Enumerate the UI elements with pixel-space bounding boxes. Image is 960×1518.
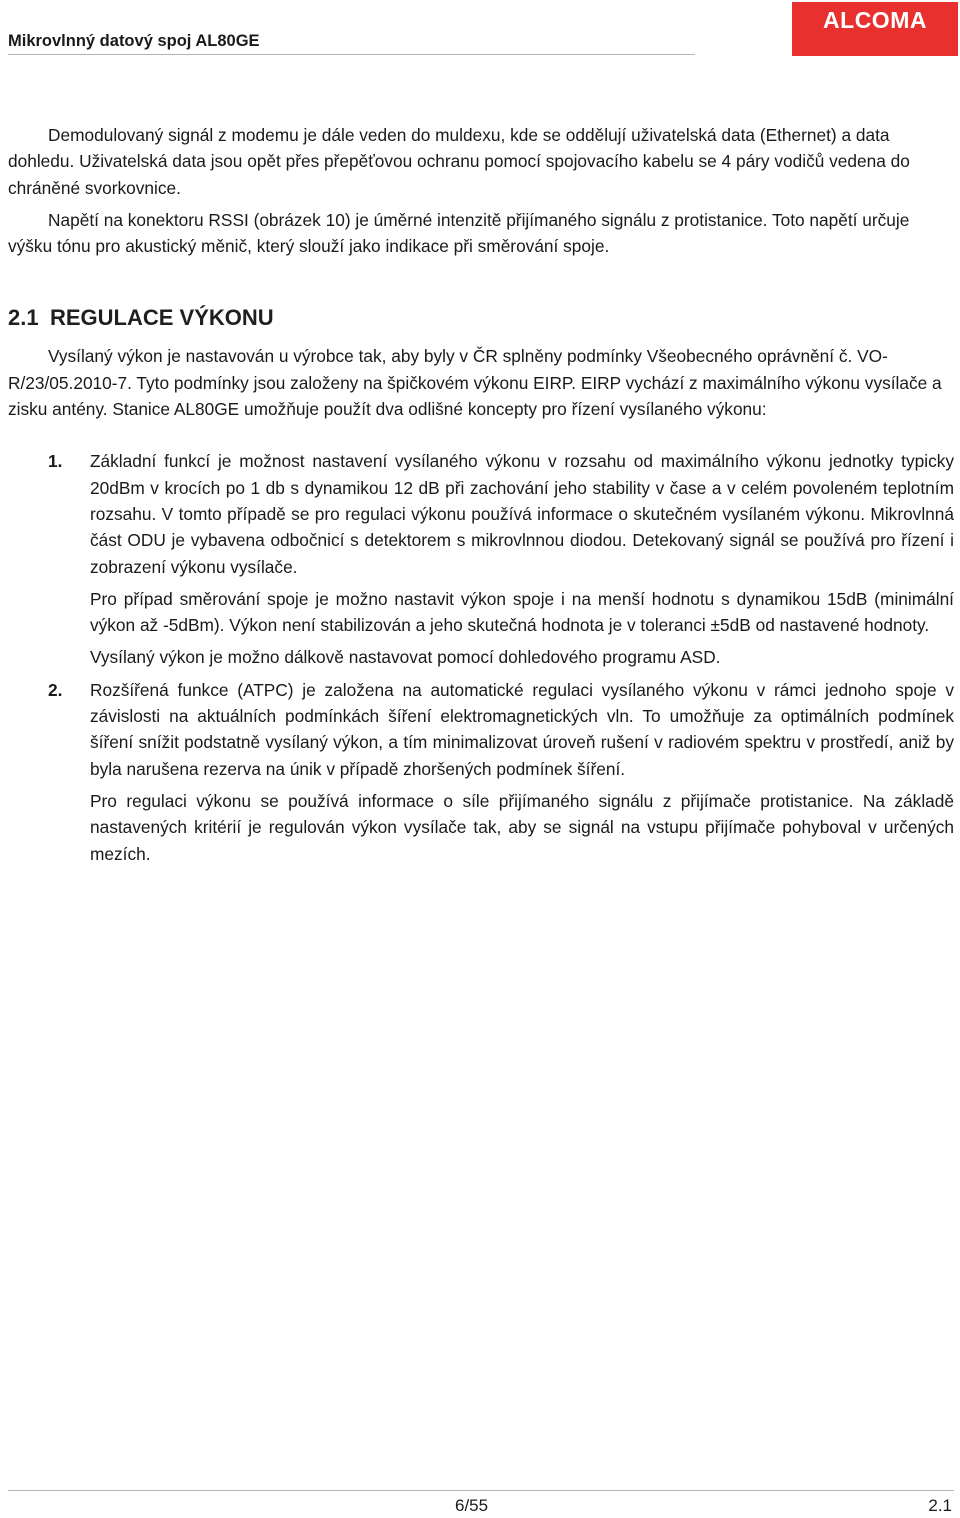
document-title: Mikrovlnný datový spoj AL80GE xyxy=(8,32,260,50)
paragraph-demodulation: Demodulovaný signál z modemu je dále veden do muldexu, kde se oddělují uživatelská data (Ethernet) a data dohledu. Uživatelská data jsou opět přes přepěťovou ochranu pomocí spojovacího kabelu se 4 páry vodičů vedena do chráněné svorkovnice. xyxy=(8,125,910,198)
section-intro: Vysílaný výkon je nastavován u výrobce tak, aby byly v ČR splněny podmínky Všeobecného oprávnění č. VO-R/23/05.2010-7. Tyto podmínky jsou založeny na špičkovém výkonu EIRP. EIRP vychází z maximálního výkonu vysílače a zisku antény. Stanice AL80GE umožňuje použít dva odlišné koncepty pro řízení vysílaného výkonu: xyxy=(8,346,942,420)
section-number: 2.1 xyxy=(8,305,39,331)
alcoma-logo: ALCOMA xyxy=(792,2,958,56)
document-version: 2.1 xyxy=(928,1496,952,1515)
header-divider xyxy=(8,54,695,55)
list-item-paragraph: Rozšířená funkce (ATPC) je založena na automatické regulaci vysílaného výkonu v rámci jednoho spoje v závislosti na aktuálních podmínkách šíření elektromagnetických vln. To umožňuje za optimálních podmínek šíření snížit podstatně vysílaný výkon, a tím minimalizovat úroveň rušení v radiovém spektru v prostředí, aniž by byla narušena rezerva na únik v případě zhoršených podmínek šíření. xyxy=(90,679,954,779)
section-heading xyxy=(8,303,954,333)
list-item xyxy=(8,677,954,867)
list-item-paragraph: Základní funkcí je možnost nastavení vysílaného výkonu v rozsahu od maximálního výkonu jednotky typicky 20dBm v krocích po 1 db s dynamikou 12 dB při zachování jeho stability v čase a v celém povoleném teplotním rozsahu. V tomto případě se pro regulaci výkonu používá informace o skutečném vysílaném výkonu. Mikrovlnná část ODU je vybavena odbočnicí s detektorem s mikrovlnnou diodou. Detekovaný signál se používá pro řízení i zobrazení výkonu vysílače. xyxy=(90,451,954,577)
list-item-paragraph: Vysílaný výkon je možno dálkově nastavovat pomocí dohledového programu ASD. xyxy=(90,647,721,668)
footer-divider xyxy=(8,1490,954,1491)
list-item-number: 2. xyxy=(48,679,63,700)
list-item-number: 1. xyxy=(48,451,63,472)
list-item-paragraph: Pro případ směrování spoje je možno nastavit výkon spoje i na menší hodnotu s dynamikou 15dB (minimální výkon až -5dBm). Výkon není stabilizován a jeho skutečná hodnota je v toleranci ±5dB od nastavené hodnoty. xyxy=(90,588,954,636)
list-item-paragraph: Pro regulaci výkonu se používá informace o síle přijímaného signálu z přijímače protistanice. Na základě nastavených kritérií je regulován výkon vysílače tak, aby se signál na vstupu přijímače pohyboval v určených mezích. xyxy=(90,790,954,864)
list-item xyxy=(8,448,954,670)
section-title: REGULACE VÝKONU xyxy=(50,305,274,331)
page-number: 6/55 xyxy=(455,1496,489,1515)
power-concept-list xyxy=(8,448,954,866)
paragraph-rssi: Napětí na konektoru RSSI (obrázek 10) je úměrné intenzitě přijímaného signálu z protistanice. Toto napětí určuje výšku tónu pro akustický měnič, který slouží jako indikace při směrování spoje. xyxy=(8,209,910,257)
page-content xyxy=(8,122,954,867)
